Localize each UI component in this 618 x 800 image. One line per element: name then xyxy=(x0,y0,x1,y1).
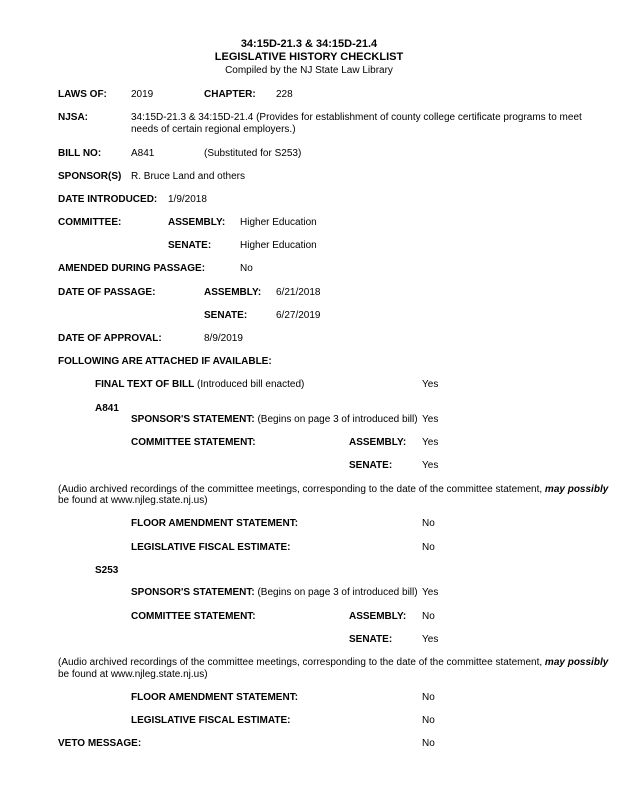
s253-audio-note-line1 xyxy=(58,657,608,669)
passage-assembly-value: 6/21/2018 xyxy=(276,287,321,298)
njsa-value-line1: 34:15D-21.3 & 34:15D-21.4 (Provides for establishment of county college certificate programs to meet xyxy=(131,112,582,123)
committee-senate-label: SENATE: xyxy=(168,240,212,251)
a841-sponsor-statement-value: Yes xyxy=(422,414,439,425)
a841-audio-note-line2: be found at www.njleg.state.nj.us) xyxy=(58,495,208,506)
s253-sponsor-statement-note: (Begins on page 3 of introduced bill) xyxy=(257,587,418,598)
s253-audio-note-emphasis: may possibly xyxy=(544,657,609,668)
sponsors-label: SPONSOR(S) xyxy=(58,171,122,182)
a841-cs-senate-label: SENATE: xyxy=(349,460,393,471)
amended-label: AMENDED DURING PASSAGE: xyxy=(58,263,206,274)
s253-cs-senate-label: SENATE: xyxy=(349,634,393,645)
title-line-1: 34:15D-21.3 & 34:15D-21.4 xyxy=(240,38,378,50)
attached-heading: FOLLOWING ARE ATTACHED IF AVAILABLE: xyxy=(58,356,272,367)
sponsors-value: R. Bruce Land and others xyxy=(131,171,245,182)
a841-cs-assembly-label: ASSEMBLY: xyxy=(349,437,407,448)
committee-assembly-label: ASSEMBLY: xyxy=(168,217,226,228)
a841-audio-note-text: (Audio archived recordings of the committee meetings, corresponding to the date of the committee statement, xyxy=(58,484,545,495)
amended-value: No xyxy=(240,263,253,274)
final-text-row xyxy=(95,379,304,391)
a841-sponsor-statement-label: SPONSOR'S STATEMENT: xyxy=(131,414,255,425)
s253-fiscal-estimate-value: No xyxy=(422,715,435,726)
njsa-value-line2: needs of certain regional employers.) xyxy=(131,124,296,135)
bill-no-value: A841 xyxy=(131,148,155,159)
passage-senate-label: SENATE: xyxy=(204,310,248,321)
s253-sponsor-statement-row xyxy=(131,587,418,599)
njsa-label: NJSA: xyxy=(58,112,89,123)
a841-floor-amendment-value: No xyxy=(422,518,435,529)
s253-cs-assembly-label: ASSEMBLY: xyxy=(349,611,407,622)
veto-message-value: No xyxy=(422,738,435,749)
s253-cs-assembly-value: No xyxy=(422,611,435,622)
laws-of-value: 2019 xyxy=(131,89,154,100)
committee-label: COMMITTEE: xyxy=(58,217,122,228)
a841-cs-senate-value: Yes xyxy=(422,460,439,471)
chapter-label: CHAPTER: xyxy=(204,89,256,100)
bill-no-note: (Substituted for S253) xyxy=(204,148,302,159)
title-line-2: LEGISLATIVE HISTORY CHECKLIST xyxy=(214,51,404,63)
date-introduced-label: DATE INTRODUCED: xyxy=(58,194,158,205)
final-text-value: Yes xyxy=(422,379,439,390)
a841-committee-statement-label: COMMITTEE STATEMENT: xyxy=(131,437,256,448)
a841-audio-note-emphasis: may possibly xyxy=(544,484,609,495)
s253-committee-statement-label: COMMITTEE STATEMENT: xyxy=(131,611,256,622)
a841-cs-assembly-value: Yes xyxy=(422,437,439,448)
bill-no-label: BILL NO: xyxy=(58,148,102,159)
passage-assembly-label: ASSEMBLY: xyxy=(204,287,262,298)
final-text-note: (Introduced bill enacted) xyxy=(197,379,305,390)
a841-fiscal-estimate-value: No xyxy=(422,542,435,553)
committee-assembly-value: Higher Education xyxy=(240,217,317,228)
committee-senate-value: Higher Education xyxy=(240,240,317,251)
s253-floor-amendment-label: FLOOR AMENDMENT STATEMENT: xyxy=(131,692,299,703)
a841-sponsor-statement-note: (Begins on page 3 of introduced bill) xyxy=(257,414,418,425)
final-text-label: FINAL TEXT OF BILL xyxy=(95,379,195,390)
a841-sponsor-statement-row xyxy=(131,414,418,426)
subtitle: Compiled by the NJ State Law Library xyxy=(225,65,393,76)
date-of-passage-label: DATE OF PASSAGE: xyxy=(58,287,156,298)
s253-cs-senate-value: Yes xyxy=(422,634,439,645)
s253-sponsor-statement-value: Yes xyxy=(422,587,439,598)
s253-sponsor-statement-label: SPONSOR'S STATEMENT: xyxy=(131,587,255,598)
s253-floor-amendment-value: No xyxy=(422,692,435,703)
s253-audio-note-text: (Audio archived recordings of the committee meetings, corresponding to the date of the committee statement, xyxy=(58,657,545,668)
laws-of-label: LAWS OF: xyxy=(58,89,107,100)
chapter-value: 228 xyxy=(276,89,293,100)
a841-heading: A841 xyxy=(95,403,119,414)
a841-floor-amendment-label: FLOOR AMENDMENT STATEMENT: xyxy=(131,518,299,529)
s253-audio-note-line2: be found at www.njleg.state.nj.us) xyxy=(58,669,208,680)
veto-message-label: VETO MESSAGE: xyxy=(58,738,142,749)
s253-heading: S253 xyxy=(95,565,119,576)
s253-fiscal-estimate-label: LEGISLATIVE FISCAL ESTIMATE: xyxy=(131,715,291,726)
a841-fiscal-estimate-label: LEGISLATIVE FISCAL ESTIMATE: xyxy=(131,542,291,553)
date-of-approval-value: 8/9/2019 xyxy=(204,333,243,344)
date-of-approval-label: DATE OF APPROVAL: xyxy=(58,333,162,344)
date-introduced-value: 1/9/2018 xyxy=(168,194,207,205)
passage-senate-value: 6/27/2019 xyxy=(276,310,321,321)
